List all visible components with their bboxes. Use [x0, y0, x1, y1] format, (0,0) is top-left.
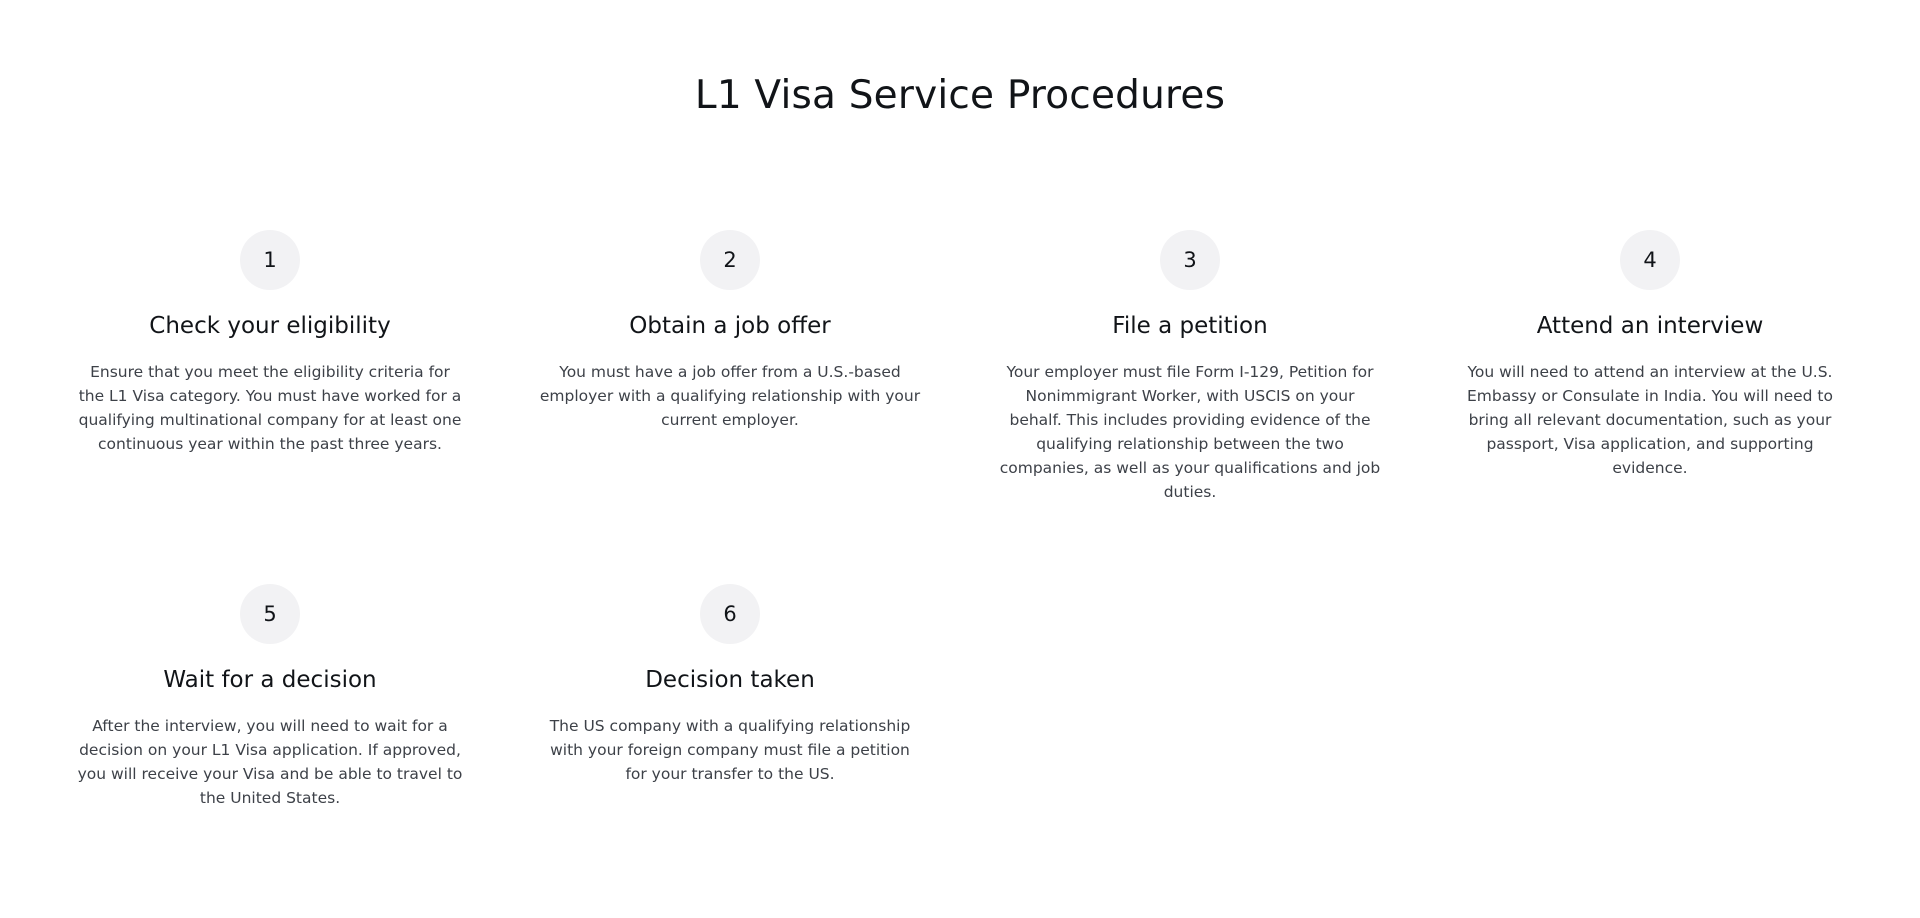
step-title: File a petition — [1112, 313, 1268, 339]
step-number-badge: 2 — [700, 230, 760, 290]
step-number-badge: 5 — [240, 584, 300, 644]
step-description: You must have a job offer from a U.S.-based employer with a qualifying relationship with your current employer. — [539, 363, 921, 429]
step-card — [530, 584, 930, 786]
step-description: Ensure that you meet the eligibility criteria for the L1 Visa category. You must have worked for a qualifying multinational company for at least one continuous year within the past three years. — [78, 363, 462, 453]
step-number-badge: 1 — [240, 230, 300, 290]
step-title: Attend an interview — [1536, 313, 1764, 339]
step-title: Check your eligibility — [149, 313, 391, 339]
step-description: You will need to attend an interview at the U.S. Embassy or Consulate in India. You will need to bring all relevant documentation, such as your passport, Visa application, and supporting evidence. — [1467, 363, 1833, 477]
step-card — [1450, 230, 1850, 480]
step-card — [530, 230, 930, 432]
page-title: L1 Visa Service Procedures — [694, 73, 1226, 118]
step-description: The US company with a qualifying relationship with your foreign company must file a petition for your transfer to the US. — [549, 717, 911, 783]
step-description: After the interview, you will need to wait for a decision on your L1 Visa application. If approved, you will receive your Visa and be able to travel to the United States. — [77, 717, 463, 807]
step-card — [70, 584, 470, 810]
step-description: Your employer must file Form I-129, Petition for Nonimmigrant Worker, with USCIS on your behalf. This includes providing evidence of the qualifying relationship between the two companies, as well as your qualifications and job duties. — [999, 363, 1381, 501]
step-title: Wait for a decision — [163, 667, 377, 693]
step-card — [70, 230, 470, 456]
step-title: Obtain a job offer — [629, 313, 831, 339]
step-number-badge: 6 — [700, 584, 760, 644]
step-number-badge: 4 — [1620, 230, 1680, 290]
step-title: Decision taken — [645, 667, 815, 693]
step-card — [990, 230, 1390, 504]
step-number-badge: 3 — [1160, 230, 1220, 290]
